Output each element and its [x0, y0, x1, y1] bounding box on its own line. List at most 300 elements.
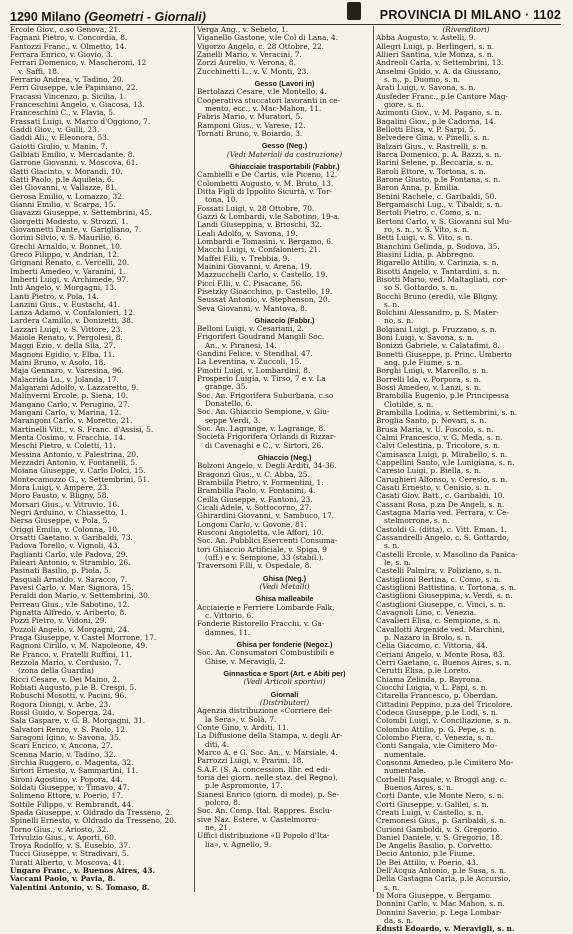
listing-entry: Giavazzi Giuseppe, v. Settembrini, 45.: [10, 208, 152, 218]
listing-entry: Mangano Carlo, v. Perugino, 27.: [10, 399, 130, 409]
listing-entry: Moiana Giuseppe, v. Carlo Dolci, 15.: [10, 466, 146, 476]
listing-entry-continuation: diti, 4.: [205, 739, 230, 749]
listing-entry: Casati Giov. Batt., c. Garibaldi, 10.: [376, 491, 505, 501]
listing-entry: Vigorzo Angelo, c. 28 Ottobre, 22.: [197, 41, 325, 51]
listing-entry: Sala Gaspare, v. G. B. Morgagni, 31.: [10, 716, 146, 726]
listing-entry: Bellotti Elisa, v. P. Sarpi, 5.: [376, 124, 477, 134]
listing-entry: Pasinati Basilio, p. Piola, 5.: [10, 566, 112, 576]
listing-entry-continuation: le, s. n.: [384, 558, 411, 567]
listing-entry-continuation: so S. Gottardo, s. n.: [384, 283, 458, 293]
listing-entry: Donnini Saverio, p. Lega Lombar-: [376, 907, 502, 917]
listing-entry: Chiama Zelinda, p. Bayrona.: [376, 674, 483, 684]
listing-entry: Casati Ernesto, v. Cenisio, s. n.: [376, 483, 492, 493]
listing-entry: Malinverni Ercole, p. Siena, 10.: [10, 391, 129, 401]
listing-entry: Ciocchi Luigia, v. L. Papi, s. n.: [376, 682, 488, 692]
listing-entry-continuation: An., v. Piranesi, 14.: [205, 340, 277, 350]
listing-entry: Lanzini Gius., v. Eustachi, 41.: [10, 299, 121, 309]
listing-entry: Frigoriferi Goudrand Mangili Soc.: [197, 332, 325, 342]
listing-entry: Scenna Mario, v. Tadino, 32.: [10, 749, 116, 759]
listing-entry: Ferrari Domenico, v. Mascheroni, 12: [10, 58, 147, 68]
listing-entry: Solimeno Ettore, v. Poerio, 17.: [10, 791, 124, 801]
listing-entry: Mezzadri Antonio, v. Fontanelli, 5.: [10, 458, 138, 468]
listing-entry: Baroli Ettore, v. Tortona, s. n.: [376, 166, 486, 176]
header-left: [10, 10, 206, 24]
listing-entry: Cambielli e De Cartis, v.le Piceno, 12.: [197, 170, 338, 180]
listing-entry: Messina Antonio, v. Palestrina, 20.: [10, 449, 139, 459]
listing-entry: Maja Gennaro, v. Varesina, 96.: [10, 366, 124, 376]
listing-entry-continuation: lia», v. Agnello, 9.: [205, 839, 272, 849]
column-left: [10, 26, 192, 892]
listing-entry-continuation: numentale.: [384, 766, 426, 776]
listing-entry: Di Mora Giuseppe, v. Bergamo.: [376, 891, 493, 901]
header-city: Milano: [41, 10, 81, 24]
listing-entry-continuation: Clotilde, s. n.: [384, 399, 434, 409]
listing-entry: Rusconi Angioletta, v.le Affori, 10.: [197, 528, 324, 538]
listing-entry: Imberti Luigi, v. Archimede, 97.: [10, 274, 129, 284]
listing-entry: Imberti Amedeo, v. Varanini, 1.: [10, 266, 126, 276]
listing-entry: Della Castagna Carla, p.le Accursio,: [376, 874, 511, 884]
listing-entry: Mora Luigi, v. Ampère, 23.: [10, 483, 110, 493]
listing-entry: Dell'Acqua Antonio, p.le Susa, s. n.: [376, 866, 507, 876]
listing-entry: Gandini Felice, v. Stendhal, 47.: [197, 349, 313, 359]
listing-entry-continuation: ang. p.le Fiume, s. n.: [384, 358, 463, 368]
listing-entry: Saragoni Igino, v. Savona, 35.: [10, 732, 121, 742]
listing-entry: Perreau Gius., v.le Sabotino, 12.: [10, 599, 130, 609]
listing-entry: Ceilla Giuseppe, v. Fantoni, 23.: [197, 494, 313, 504]
column-right: [376, 25, 556, 934]
column-divider-2: [373, 26, 374, 892]
listing-entry: Decio Antonio, p.le Fiume.: [376, 849, 475, 859]
listing-entry: Mainini Giovanni, v. Arena, 19.: [197, 261, 312, 271]
listing-entry: Bocchi Bruno (eredi), v.le Bligny,: [376, 291, 498, 301]
listing-entry: Salvatori Renzo, v. S. Paolo, 12.: [10, 724, 128, 734]
listing-entry: Montecamozzo G., v. Settembrini, 51.: [10, 474, 150, 484]
listing-entry: Traversoni F.lli, v. Ospedale, 8.: [197, 561, 312, 571]
listing-entry: Franceschini C., v. Flavia, 5.: [10, 108, 116, 118]
listing-entry: Soc. An. Pubblici Esercenti Consuma-: [197, 536, 338, 546]
listing-entry-continuation: (uff.) e v. Sempione, 33 (stabil.).: [205, 553, 324, 563]
listing-entry: Rogora Diongi, v. Arbe, 23.: [10, 699, 111, 709]
listing-entry: Cassani Rosa, p.za De Angeli, s. n.: [376, 499, 505, 509]
listing-entry: Cittadini Peppino, p.za del Tricolore.: [376, 699, 513, 709]
listing-entry: Soc. An. Comp. Ital. Rappres. Esclu-: [197, 806, 333, 816]
listing-entry: Sironi Agostino, v. Popora, 44.: [10, 774, 123, 784]
listing-entry: Fossati Luigi, v. 28 Ottobre, 70.: [197, 203, 315, 213]
listing-entry: Moro Fausto, v. Bligny, 58.: [10, 491, 109, 501]
listing-entry: Curioni Gamboldi, v. S. Gregorio.: [376, 824, 500, 834]
listing-entry: Bolchini Alessandro, p. S. Mater-: [376, 308, 499, 318]
listing-entry: Bisotti Angelo, v. Tantardini, s. n.: [376, 266, 500, 276]
listing-entry: Bonizzi Gabriele, v. Calatafimi, 8.: [376, 341, 500, 351]
category-subheading: (Vedi Materiali da costruzione): [226, 149, 343, 159]
listing-entry: Borrelli Ida, v. Porpora, s. n.: [376, 374, 481, 384]
listing-entry-continuation: Ghise, v. Meravigli, 2.: [205, 656, 286, 666]
listing-entry-continuation: numentale.: [384, 749, 426, 759]
listing-entry: Castiglioni Giuseppe, c. Vinci, s. n.: [376, 599, 506, 609]
listing-entry: Bonetti Giuseppe, p. Princ. Umberto: [376, 349, 512, 359]
listing-entry: Spada Giuseppe, v. Oldrado da Tresseno, 2.: [10, 807, 173, 817]
listing-entry: Morsari Gius., v. Vitruvio, 16.: [10, 499, 120, 509]
listing-entry: Turati Alberto, v. Moscova, 41.: [10, 857, 125, 867]
listing-entry: Sianesi Enrico (giorn. di mode), p. Se-: [197, 789, 339, 799]
listing-entry-continuation: tona, 10.: [205, 195, 238, 205]
listing-entry: De Bei Attilio, v. Poerio, 43.: [376, 857, 479, 867]
listing-entry: Lazzari Luigi, v. S. Vittore, 23.: [10, 324, 123, 334]
category-heading: Ghisa (Neg.): [262, 573, 307, 583]
listing-entry: Parrozzi Luigi, v. Prarini, 18.: [197, 756, 304, 766]
listing-entry: Codeca Giuseppe, p.le Lodi, s. n.: [376, 707, 498, 717]
listing-entry: Giorgetti Modesto, v. Strozzi, 1.: [10, 216, 129, 226]
listing-entry: Caresio Luigi, p. Biella, s. n.: [376, 466, 482, 476]
listing-entry: Tucci Giuseppe, v. Stradivari, 5.: [10, 849, 129, 859]
listing-entry: Bergamaschi Lug., v. Tibaldi, s. n.: [376, 199, 503, 209]
listing-entry: Calmi Francesco, v. G. Meda, s. n.: [376, 433, 503, 443]
listing-entry: Betti Luigi, v. S. Vito, s. n.: [376, 233, 473, 243]
listing-entry: Paglianti Carlo, v.le Padova, 29.: [10, 549, 128, 559]
listing-entry: Gianni Emilio, v. Scarpa, 15.: [10, 199, 116, 209]
listing-entry: Zorzi Aurelio, v. Verona, 8.: [197, 58, 296, 68]
listing-entry-continuation: mento, ecc., v. Mac-Mahon, 11.: [205, 103, 322, 113]
listing-entry: Brambilla Pietro, v. Formentini, 1.: [197, 478, 324, 488]
listing-entry: Nersa Giuseppe, v. Pola, 5.: [10, 516, 110, 526]
listing-entry: Soc. An. Lagrange, v. Lagrange, 8.: [197, 424, 326, 434]
listing-entry: Grignani Renato, c. Vercelli, 20.: [10, 258, 130, 268]
listing-entry: Calvi Celestina, p. Tricolore, s. n.: [376, 441, 501, 451]
listing-entry: Colombi Luigi, v. Conciliazione, s. n.: [376, 716, 511, 726]
listing-entry: Brambilla Lodina, v. Settembrini, s. n.: [376, 408, 518, 418]
listing-entry: Meschi Pietro, v. Coletti, 11.: [10, 441, 116, 451]
category-subheading: (Distributori): [259, 697, 310, 707]
category-heading: Ghiacciaie trasportabili (Fabbr.): [229, 161, 340, 171]
listing-entry: Gatti Giacinto, v. Morandi, 10.: [10, 166, 123, 176]
listing-entry-continuation: c. Vittorio, 6.: [205, 610, 254, 620]
listing-entry: Baron Anna, p. Emilia.: [376, 183, 461, 193]
listing-entry: Bigarello Attilio, v. Carinzia, s. n.: [376, 258, 499, 268]
listing-entry-continuation: p. Nazaro in Brolo, s. n.: [384, 632, 473, 642]
listing-entry: Ramponi Gius., v. Varese, 12.: [197, 120, 306, 130]
listing-entry: Broglia Santo, p. Novari, s. n.: [376, 416, 487, 426]
listing-entry: Gaiotti Giulio, v. Manin, 7.: [10, 141, 108, 151]
category-heading: Giornali: [270, 689, 299, 699]
listing-entry-continuation: s. n.: [384, 882, 400, 892]
listing-entry: Seva Giovanni, v. Mantova, 8.: [197, 303, 308, 313]
listing-entry: Pasquali Arnaldo, v. Saracco, 7.: [10, 574, 128, 584]
category-heading: Ghisa per fonderie (Negoz.): [236, 639, 333, 649]
listing-entry: Colombo Attilio, p. G. Pepe, s. n.: [376, 724, 497, 734]
listing-entry: Bossi Amedeo, v. Lanzi, s. n.: [376, 383, 482, 393]
listing-entry: Lanti Pietro, v. Pola, 14.: [10, 291, 99, 301]
listing-entry: Torno Gius., v. Ariosto, 32.: [10, 824, 109, 834]
listing-entry: Castagna Maria ved. Ferrara, v. Ce-: [376, 508, 509, 518]
listing-entry: Giovannetti Dante, v. Garigliano, 7.: [10, 224, 142, 234]
listing-entry: Benini Rachele, c. Garibaldi, 50.: [376, 191, 497, 201]
listing-entry: Viganello Gastone, v.le Col di Lana, 4.: [197, 33, 339, 43]
header-province: PROVINCIA DI MILANO: [379, 8, 522, 22]
listing-entry-continuation: (zona della Guardia): [18, 666, 94, 676]
listing-entry: Ferrario Andrea, v. Tadino, 20.: [10, 74, 124, 84]
listing-entry-continuation: damnes, 11.: [205, 627, 251, 637]
listing-entry: Paleari Antonio, v. Strambio, 26.: [10, 558, 131, 567]
listing-entry: Castiglioni Giuseppina, v. Verdi, s. n.: [376, 591, 513, 601]
listing-entry: Bolgiani Luigi, p. Fruzzano, s. n.: [376, 324, 497, 334]
listing-entry: Camisasca Luigi, p. Mirabello, s. n.: [376, 449, 508, 459]
listing-entry: Belvedere Gina, v. Pinelli, s. n.: [376, 133, 490, 143]
listing-entry: Pavesi Carlo, v. Mar. Signora, 15.: [10, 582, 134, 592]
listing-entry: Gerosa Emilio, v. Lomazzo, 32.: [10, 191, 125, 201]
category-heading: Ghisa malleabile: [255, 594, 314, 604]
listing-entry: Tornati Bruno, v. Boiardo, 3.: [197, 128, 303, 138]
listing-entry: Gaddi Giov., v. Gulli, 23.: [10, 124, 100, 134]
listing-entry-continuation: ro, s. n., v. S. Vito, s. n.: [384, 224, 470, 234]
listing-entry: tori Ghiaccio Artificiale, v. Spiga, 9: [197, 544, 327, 554]
listing-entry: Agenzia distribuzione «Corriere del-: [197, 706, 333, 716]
listing-entry: Società Frigorifera Orlandi di Rizzar-: [197, 432, 336, 442]
listing-entry-continuation: Donatello, 6.: [205, 399, 253, 409]
listing-entry: Castiglioni Bertina, c. Como, s. n.: [376, 574, 502, 584]
category-subheading: (Vedi Articoli sportivi): [243, 677, 326, 687]
category-heading: Gesso (Lavori in): [254, 78, 315, 88]
listing-entry: Ceriani Angelo, v. Monte Rosa, 83.: [376, 649, 505, 659]
page-header: [10, 4, 561, 24]
listing-entry: Ercole Giov., c.so Genova, 21.: [10, 25, 121, 34]
listing-entry: Bolzoni Angelo, v. Degli Arditi, 34-36.: [197, 461, 337, 471]
listing-entry: Padova Torello, v. Vignoli, 43.: [10, 541, 120, 551]
listing-entry: Greco Filippo, v. Andrian, 12.: [10, 249, 120, 259]
listing-entry: Robiati Augusto, p.le B. Crespi, 5.: [10, 682, 137, 692]
listing-entry: Leali Adolfo, v. Savona, 19.: [197, 228, 298, 238]
listing-entry: Lardera Camillo, v. Donizetti, 38.: [10, 316, 134, 326]
listing-entry: Carughieri Alfonso, v. Ceresio, s. n.: [376, 474, 508, 484]
listing-entry: Belloni Luigi, v. Cesariani, 2.: [197, 324, 304, 334]
listing-entry: Gei Giovanni, v. Vallazze, 81.: [10, 183, 117, 193]
page-number-right: 1102: [533, 8, 561, 22]
listing-entry: La Diffusione della Stampa, v. degli Ar-: [197, 731, 343, 741]
listing-entry: Consonni Amedeo, p.le Cimitero Mo-: [376, 757, 514, 767]
listing-entry: Maiole Renato, v. Pergolesi, 8.: [10, 333, 123, 343]
listing-entry: Sirtori Ernesto, v. Sammartini, 11.: [10, 766, 139, 776]
listing-entry: Bisotti Mario, ved. Maltagliati, cor-: [376, 274, 508, 284]
listing-entry: Conte Gino, v. Arditi, 11.: [197, 722, 289, 732]
listing-entry: Spinelli Ernesto, v. Oldrado da Tresseno, 20.: [10, 816, 177, 826]
listing-entry: Zucchinetti L., v. V. Monti, 23.: [197, 66, 309, 76]
listing-entry: Brusa Maria, v. U. Foscolo, s. n.: [376, 424, 494, 434]
listing-entry: Bertoli Pietro, c. Como, s. n.: [376, 208, 482, 218]
listing-entry: Borghi Luigi, v. Marcello, s. n.: [376, 366, 489, 376]
listing-entry-continuation: di Cavenaghi e C., v. Sirtori, 26.: [205, 440, 324, 450]
listing-entry: Cappellini Santo, v.le Lunigiana, s. n.: [376, 458, 515, 468]
listing-entry: Macchi Luigi, v. Confalonieri, 21.: [197, 245, 321, 255]
listing-entry: Marangoni Carlo, v. Moretto, 21.: [10, 416, 133, 426]
listing-entry: Allieri Santina, v.le Monza, s. n.: [376, 49, 494, 59]
listing-entry: Longoni Carlo, v. Govone, 81.: [197, 519, 307, 529]
listing-entry: Mazzucchelli Carlo, v. Castello, 19.: [197, 270, 328, 280]
listing-entry: Rossi Guido, v. Soperga, 24.: [10, 707, 115, 717]
listing-entry-continuation: no, s. n.: [384, 316, 414, 326]
listing-entry: Colombo Piera, c. Venezia, s. n.: [376, 732, 494, 742]
listing-entry: Bertolazzi Cesare, v.le Montello, 4.: [197, 87, 327, 97]
listing-entry-continuation: stelmorrone, s. n.: [384, 516, 450, 526]
category-heading: Ginnastica e Sport (Art. e Abiti per): [223, 668, 346, 678]
listing-entry: Origgi Emilio, v. Colonna, 10.: [10, 524, 120, 534]
listing-entry: Menta Cosimo, v. Fracchia, 14.: [10, 433, 126, 443]
listing-entry: Corti Dante, v.le Monte Nero, s. n.: [376, 791, 504, 801]
listing-entry: Verga Ang., v. Sebeto, 1.: [197, 25, 289, 34]
listing-entry-continuation: giore, s. n.: [384, 99, 424, 109]
listing-entry: Valentini Antonio, v. S. Tomaso, 8.: [10, 882, 150, 892]
listing-entry: Marco A. e G. Soc. An., v. Marsiale, 4.: [197, 747, 338, 757]
header-right: PROVINCIA DI MILANO · 1102: [379, 8, 561, 22]
listing-entry: Corbelli Pasquale, v. Broggi ang. c.: [376, 774, 507, 784]
listing-entry-continuation: p.le Aspromonte, 17.: [205, 781, 283, 791]
listing-entry: Donnini Carlo, v. Mac Mahon, s. n.: [376, 899, 505, 909]
listing-entry: Fagnani Pietro, v. Concordia, 8.: [10, 33, 128, 43]
listing-entry: Troya Rodolfo, v. S. Eusebio, 37.: [10, 841, 131, 851]
listing-entry: Prosperio Luigia, v. Tirso, 7 e v. La: [197, 374, 326, 384]
listing-entry: Cremonesi Gius., p. Garibaldi, s. n.: [376, 816, 507, 826]
listing-entry: Ferrara Enrico, v. Giovio, 3.: [10, 49, 113, 59]
listing-entry: Andreoli Carla, v. Settembrini, 13.: [376, 58, 504, 68]
listing-entry: Abba Augusto, v. Astelli, 9.: [376, 33, 476, 43]
listing-entry: Landi Giuseppina, v. Brioschi, 32.: [197, 220, 322, 230]
listing-entry: Lanza Adamo, v. Confalonieri, 12.: [10, 308, 136, 318]
listing-entry: Orsatti Gaetano, v. Garibaldi, 73.: [10, 533, 133, 543]
category-heading: Ghiaccio (Neg.): [257, 453, 312, 463]
listing-entry: Soc. An. Ghiaccio Sempione, v. Giu-: [197, 407, 330, 417]
listing-entry: Boni Luigi, v. Savona, s. n.: [376, 333, 475, 343]
listing-entry: Cavagnoli Lino, c. Venezia.: [376, 607, 477, 617]
listing-entry: Cicali Adele, v. Sottocorno, 27.: [197, 503, 312, 513]
listing-entry: Malgarani Adolfo, v. Lazzaretto, 9.: [10, 383, 139, 393]
listing-entry: Picci F.lli, v. C. Pisacane, 56.: [197, 278, 303, 288]
listing-entry: Ghirardini Giovanni, v. Sambuco, 17.: [197, 511, 335, 521]
listing-entry: Ungaro Franc., v. Buenos Aires, 43.: [10, 866, 155, 876]
listing-entry: Maini Bruno, v. Asolo, 18.: [10, 358, 106, 368]
listing-entry: Bianchini Gelinda, p. Sodova, 35.: [376, 241, 500, 251]
listing-entry: Barca Domenico, p. A. Bazzi, s. n.: [376, 149, 502, 159]
listing-entry: Daniel Daniele, v. S. Gregorio, 18.: [376, 832, 503, 842]
listing-entry: Soc. An. Consumatori Combustibili e: [197, 648, 335, 658]
listing-entry: Uffici distribuzione «Il Popolo d'Ita-: [197, 831, 330, 841]
listing-entry: Garrone Giovanni, v. Moscova, 61.: [10, 158, 138, 168]
listing-entry: Azimonti Giov., v. M. Pagano, s. n.: [376, 108, 502, 118]
listing-entry: Ferri Giuseppe, v.le Papiniano, 22.: [10, 83, 138, 93]
listing-entry: La Leventina, v. Zuccoli, 15.: [197, 357, 302, 367]
listing-entry: Acciaierie e Ferriere Lombarde Falk,: [197, 602, 335, 612]
listing-entry: Rezzola Mario, v. Cordusio, 7.: [10, 657, 122, 667]
listing-entry: Grechi Arnaldo, v. Bonnet, 10.: [10, 241, 123, 251]
listing-entry-continuation: Buenos Aires, s. n.: [384, 782, 454, 792]
listing-entry: Bragonzi Gius., v. C. Abba, 25.: [197, 469, 310, 479]
listing-entry: Lombardi e Tomasini, v. Bergamo, 6.: [197, 236, 334, 246]
category-heading: Gesso (Neg.): [261, 141, 308, 151]
listing-entry: Ricci Cesare, v. Dei Maino, 2.: [10, 674, 120, 684]
listing-entry: Brambilla Paolo, v. Fontanini, 4.: [197, 486, 316, 496]
listing-entry: Franceschini Angelo, v. Giacosa, 13.: [10, 99, 145, 109]
listing-entry: Citarella Francesco, p. Oberdan.: [376, 691, 498, 701]
listing-entry: Anselmi Guido, v. A. da Giussano,: [376, 66, 501, 76]
listing-entry: De Angelis Basilio, p. Corvetto.: [376, 841, 493, 851]
listing-entry: Corti Giuseppe, v. Galilei, s. n.: [376, 799, 489, 809]
listing-entry: Negri Arduino, v. Chiassetto, 1.: [10, 508, 127, 518]
listing-entry: Mangani Carlo, v. Marina, 12.: [10, 408, 122, 418]
listing-entry: Seussat Antonio, v. Stephenson, 20.: [197, 295, 330, 305]
listing-entry: Gatti Paolo, p.le Aquileia, 6.: [10, 174, 114, 184]
listing-entry: Inti Angelo, v. Morgagni, 13.: [10, 283, 117, 293]
listing-entry-continuation: polcro, 8.: [205, 797, 241, 807]
listing-entry: Cavallotti Argenide ved. Marchini,: [376, 624, 505, 634]
listing-entry: Pozzi Pietro, v. Vidoni, 29.: [10, 616, 107, 626]
listing-entry: Vaccani Paolo, v. Pavia, 8.: [10, 874, 116, 884]
column-middle: [197, 26, 372, 892]
listing-entry: Bagalini Giov., p.le Cadorna, 14.: [376, 116, 497, 126]
listing-entry: Trivulzio Gius., v. Aporti, 60.: [10, 832, 117, 842]
listing-entry: Ragnoni Cirillo, v. M. Napoleone, 49.: [10, 641, 148, 651]
listing-entry: Castoldi G. (ditta), c. Vitt. Eman. 1.: [376, 524, 507, 534]
listing-entry: Balzari Gius., v. Rastrelli, s. n.: [376, 141, 489, 151]
page-number-left: 1290: [10, 10, 38, 24]
listing-entry: Fonderie Ristorello Fracchi, v. Ga-: [197, 619, 325, 629]
listing-entry-continuation: v. Saffi, 18.: [18, 66, 60, 76]
listing-entry: Conti Sangala, v.le Cimitero Mo-: [376, 741, 497, 751]
listing-entry: Fabris Mario, v. Muratori, 5.: [197, 112, 303, 122]
listing-entry: Maggi Ezio, v. della Sila, 27.: [10, 341, 116, 351]
listing-entry: Cerutti Elisa, p.le Loreto.: [376, 666, 471, 676]
column-divider-1: [194, 26, 195, 892]
listing-entry: Martinelli Vitt., v. S. Franc. d'Assisi, 5.: [10, 424, 154, 434]
listing-entry: Sottile Filippo, v. Rembrandt, 44.: [10, 799, 134, 809]
listing-entry-continuation: seppe Verdi, 3.: [205, 415, 261, 425]
category-subheading: (Rivenditori): [442, 25, 490, 34]
listing-entry: Creati Luigi, v. Castello, s. n.: [376, 807, 484, 817]
listing-entry-continuation: la Sera», v. Solà, 7.: [205, 714, 277, 724]
listing-entry: Celia Giacomo, c. Vittoria, 44.: [376, 641, 488, 651]
listing-entry: Zanelli Mario, v. Veracini, 7.: [197, 49, 302, 59]
listing-entry: Colombetti Augusto, v. M. Bruto, 13.: [197, 178, 334, 188]
listing-entry: Robuschi Mosotti, v. Pacini, 96.: [10, 691, 127, 701]
listing-entry: Sirchia Ruggero, c. Magenta, 32.: [10, 757, 134, 767]
listing-entry: Gaddi Ali., v. Eleonora, 53.: [10, 133, 110, 143]
listing-entry: Maffei F.lli, v. Trebbia, 9.: [197, 253, 290, 263]
listing-entry: Re Franco, v. Fratelli Ruffini, 11.: [10, 649, 132, 659]
listing-entry: Galbiati Emilio, v. Mercadante, 8.: [10, 149, 135, 159]
ink-blot-mark: [347, 2, 361, 20]
listing-entry: Cavalieri Elisa, c. Sempione, s. n.: [376, 616, 501, 626]
listing-entry: Ditta Figli di Ippolito Sicurtà, v. Tor-: [197, 186, 332, 196]
listing-entry: Soldati Giuseppe, v. Timavo, 47.: [10, 782, 130, 792]
listing-entry: Cerri Gaetano, c. Buenos Aires, s. n.: [376, 657, 512, 667]
listing-entry: Scari Enrico, v. Ancona, 27.: [10, 741, 113, 751]
category-heading: Ghiaccio (Fabbr.): [254, 315, 315, 325]
listing-entry: Castiglioni Battistina, v. Tortona, s. n.: [376, 582, 517, 592]
listing-entry: Castelli Ercole, v. Masolino da Panica-: [376, 549, 518, 559]
listing-entry: Pinotti Luigi, v. Lombardini, 8.: [197, 365, 311, 375]
listing-entry: Barone Giusto, p.le Fontana, s. n.: [376, 174, 501, 184]
listing-entry-continuation: s. n.: [384, 299, 400, 309]
listing-entry: sive Naz. Estere, v. Castelmorro-: [197, 814, 319, 824]
listing-entry: Allegri Luigi, p. Berlingeri, s. n.: [376, 41, 495, 51]
listing-entry: Ausfeder Franc., p.le Cantore Mag-: [376, 91, 509, 101]
listing-entry: Biasini Lidia, p. Abbregno.: [376, 249, 475, 259]
listing-entry: Cassandrelli Angelo, c. S. Gottardo,: [376, 533, 509, 543]
listing-entry-continuation: ne, 21.: [205, 822, 231, 832]
listing-entry: Arati Luigi, v. Savona, s. n.: [376, 83, 476, 93]
listing-entry-continuation: da, s. n.: [384, 916, 414, 926]
listing-entry: Fracassi Vincenzo, p. Sicilia, 1.: [10, 91, 127, 101]
listing-entry: Pignatta Alfredo, v. Ariberto, 8.: [10, 607, 127, 617]
category-subheading: (Vedi Metalli): [259, 582, 310, 591]
listing-entry: Gorini Silvio, v. S. Maurilio, 6.: [10, 233, 122, 243]
header-section: (Geometri - Giornali): [84, 10, 206, 24]
